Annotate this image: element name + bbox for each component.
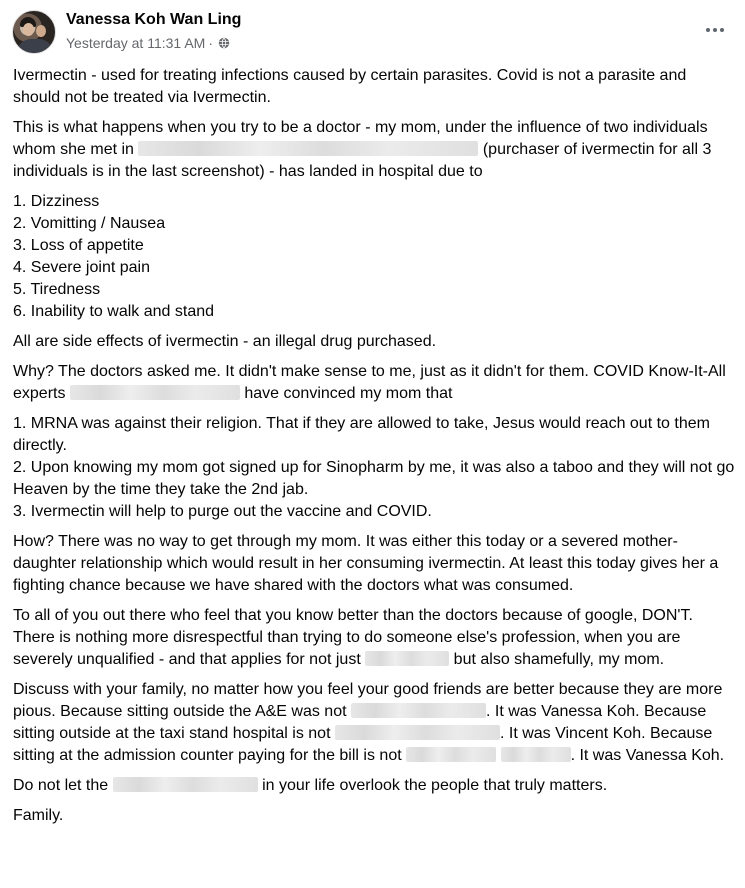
paragraph-why: Why? The doctors asked me. It didn't make sense to me, just as it didn't for them. COVID Know-It-All experts have convinced my mom that [13,363,726,402]
meta-separator: · [208,35,213,51]
redacted-text [70,385,240,400]
list-item: 6. Inability to walk and stand [13,303,215,320]
author-name[interactable]: Vanessa Koh Wan Ling [66,11,242,28]
paragraph-how: How? There was no way to get through my mom. It was either this today or a severed mother-daughter relationship which would result in her consuming ivermectin. At least this today gives her a fighting chance because we have shared with the doctors what was consumed. [13,533,719,594]
redacted-text [351,703,486,718]
list-item: 5. Tiredness [13,281,101,298]
paragraph-do-not-let: Do not let the in your life overlook the people that truly matters. [13,777,608,794]
post-header [12,10,732,56]
globe-icon[interactable] [218,37,230,49]
paragraph-doctor: This is what happens when you try to be a doctor - my mom, under the influence of two individuals whom she met in (purchaser of ivermectin for all 3 individuals is in the last screenshot) - has landed in hospital due to [13,119,712,180]
redacted-text [335,725,500,740]
more-options-icon[interactable] [700,20,730,40]
paragraph-family: Discuss with your family, no matter how you feel your good friends are better because they are more pious. Because sitting outside the A&E was not . It was Vanessa Koh. Because sitting outside at the taxi stand hospital is not . It was Vincent Koh. Because sitting at the admission counter paying for the bill is not . It was Vanessa Koh. [13,681,725,764]
post-meta [66,35,230,51]
paragraph-side-effects: All are side effects of ivermectin - an illegal drug purchased. [13,333,437,350]
redacted-text [113,777,258,792]
paragraph-ivermectin: Ivermectin - used for treating infections caused by certain parasites. Covid is not a parasite and should not be treated via Ivermectin. [13,67,687,106]
redacted-text [365,651,449,666]
list-item: 3. Ivermectin will help to purge out the vaccine and COVID. [13,503,432,520]
redacted-text [138,141,478,156]
author-avatar[interactable] [12,10,56,54]
list-item: 4. Severe joint pain [13,259,150,276]
symptom-list [13,191,735,323]
redacted-text [501,747,571,762]
list-item: 1. Dizziness [13,193,100,210]
list-item: 2. Upon knowing my mom got signed up for Sinopharm by me, it was also a taboo and they will not go Heaven by the time they take the 2nd jab. [13,459,735,498]
post-timestamp[interactable]: Yesterday at 11:31 AM [66,35,206,51]
paragraph-google: To all of you out there who feel that you know better than the doctors because of google, DON'T. There is nothing more disrespectful than trying to do someone else's profession, when you are severely unqualified - and that applies for not just but also shamefully, my mom. [13,607,693,668]
claims-list [13,413,735,523]
list-item: 2. Vomitting / Nausea [13,215,166,232]
redacted-text [406,747,496,762]
list-item: 3. Loss of appetite [13,237,144,254]
list-item: 1. MRNA was against their religion. That if they are allowed to take, Jesus would reach out to them directly. [13,415,710,454]
paragraph-closing: Family. [13,807,64,824]
post-body [13,65,735,835]
